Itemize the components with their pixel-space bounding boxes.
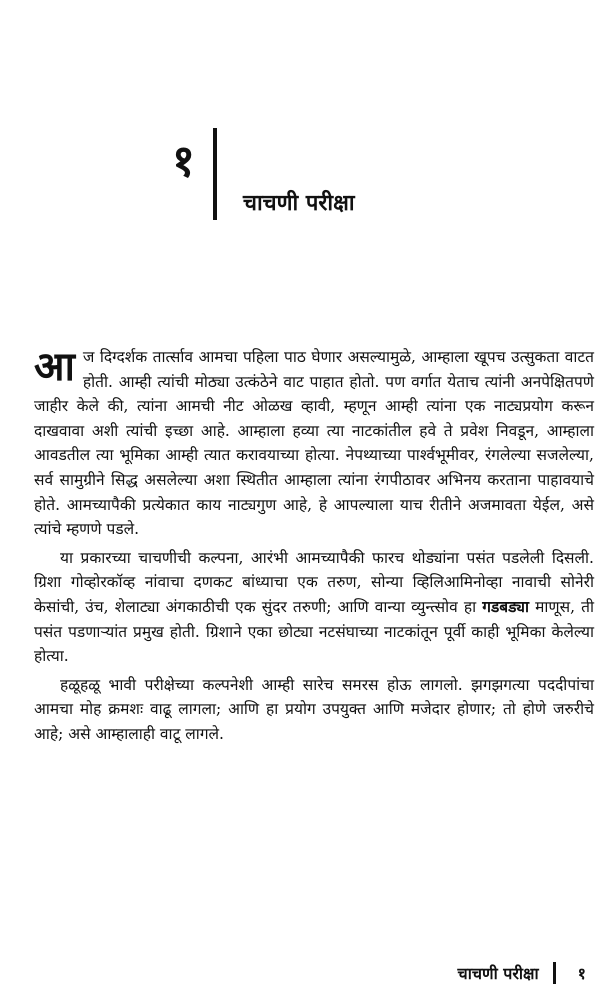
chapter-title: चाचणी परीक्षा (243, 190, 355, 216)
paragraph-1-text: ज दिग्दर्शक तार्त्साव आमचा पहिला पाठ घेणार असल्यामुळे, आम्हाला खूपच उत्सुकता वाटत होती. आम्ही त्यांची मोठ्या उत्कंठेने वाट पाहात होतो. पण वर्गात येताच त्यांनी अनपेक्षितपणे जाहीर केले की, त्यांना आमची नीट ओळख व्हावी, म्हणून आम्ही त्यांना एक नाट्यप्रयोग करून दाखवावा अशी त्यांची इच्छा आहे. आम्हाला हव्या त्या नाटकांतील हवे ते प्रवेश निवडून, आम्हाला आवडतील त्या भूमिका आम्ही त्यात करावयाच्या होत्या. नेपथ्याच्या पार्श्वभूमीवर, रंगलेल्या सजलेल्या, सर्व सामुग्रीने सिद्ध असलेल्या अशा स्थितीत आम्हाला त्यांना रंगपीठावर अभिनय करताना पाहावयाचे होते. आमच्यापैकी प्रत्येकात काय नाट्यगुण आहे, हे आपल्याला याच रीतीने अजमावता येईल, असे त्यांचे म्हणणे पडले. (34, 348, 594, 539)
page-footer (458, 958, 586, 988)
chapter-divider-rule (213, 128, 217, 220)
page-number: १ (577, 964, 586, 983)
paragraph-2-text-a: या प्रकारच्या चाचणीची कल्पना, आरंभी आमच्यापैकी फारच थोड्यांना पसंत पडलेली दिसली. ग्रिशा गोव्होरकॉव्ह नांवाचा दणकट बांध्याचा एक तरुण, सोन्या व्हिलिआमिनोव्हा नावाची सोनेरी केसांची, उंच, शेलाट्या अंगकाठीची एक सुंदर तरुणी; आणि वान्या व्युन्त्सोव हा (34, 548, 594, 616)
paragraph-3 (34, 673, 594, 747)
chapter-number: १ (172, 136, 195, 187)
paragraph-2-bold-word: गडबड्या (482, 596, 529, 616)
paragraph-1 (34, 345, 594, 542)
running-title: चाचणी परीक्षा (457, 964, 539, 983)
paragraph-2-text-b: माणूस, ती पसंत पडणाऱ्यांत प्रमुख होती. ग्रिशाने एका छोट्या नटसंघाच्या नाटकांतून पूर्वी काही भूमिका केलेल्या होत्या. (34, 597, 594, 666)
paragraph-2 (34, 546, 594, 669)
drop-cap: आ (34, 343, 75, 390)
footer-divider-rule (553, 962, 556, 984)
paragraph-3-text: हळूहळू भावी परीक्षेच्या कल्पनेशी आम्ही सारेच समरस होऊ लागलो. झगझगत्या पददीपांचा आमचा मोह क्रमशः वाढू लागला; आणि हा प्रयोग उपयुक्त आणि मजेदार होणार; तो होणे जरुरीचे आहे; असे आम्हालाही वाटू लागले. (34, 675, 594, 743)
chapter-body (34, 345, 594, 747)
